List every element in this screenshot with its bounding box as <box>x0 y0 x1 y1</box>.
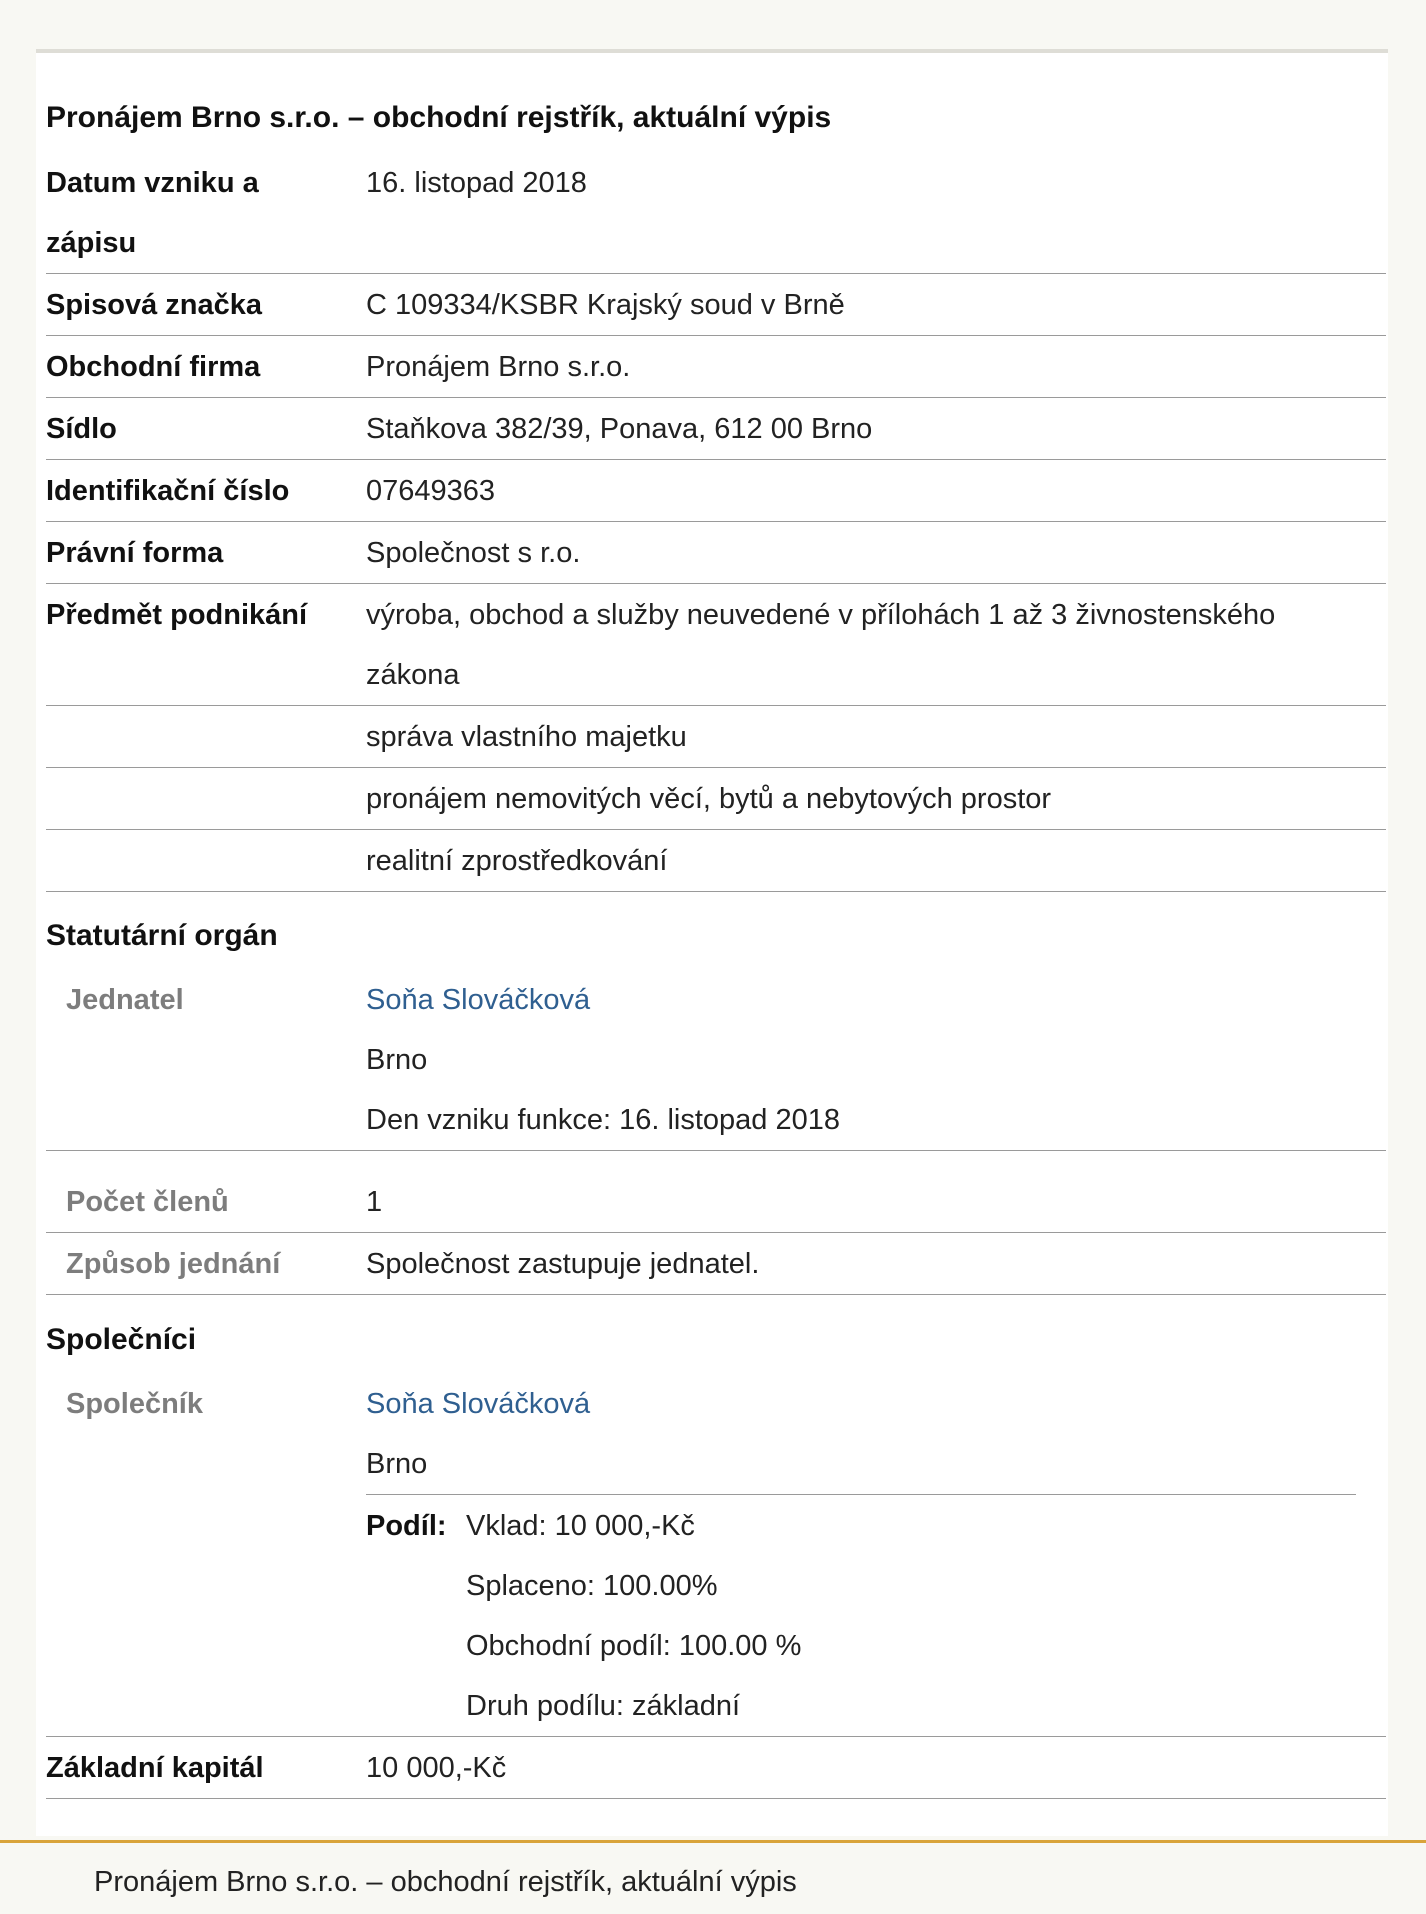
podil-divider <box>366 1494 1356 1495</box>
row-spisova-znacka <box>46 275 1386 336</box>
row-label: Právní forma <box>46 537 224 569</box>
spolecnik-name-link[interactable]: Soňa Slováčková <box>366 1388 591 1420</box>
row-label: zápisu <box>46 227 137 259</box>
row-value: Pronájem Brno s.r.o. <box>366 351 631 383</box>
predmet-item: realitní zprostředkování <box>366 845 668 877</box>
row-zakladni-kapital <box>46 1738 1386 1799</box>
row-identifikacni-cislo <box>46 461 1386 522</box>
row-spolecnik <box>46 1374 1386 1737</box>
section-heading-statutarni-organ: Statutární orgán <box>46 919 278 952</box>
row-pravni-forma <box>46 523 1386 584</box>
row-label: Obchodní firma <box>46 351 261 383</box>
jednatel-name-link[interactable]: Soňa Slováčková <box>366 984 591 1016</box>
predmet-item-continued: zákona <box>366 659 460 691</box>
row-label: Předmět podnikání <box>46 599 308 631</box>
row-value: 1 <box>366 1186 383 1218</box>
row-label: Základní kapitál <box>46 1752 264 1784</box>
row-datum-vzniku <box>46 153 1386 274</box>
row-label: Počet členů <box>66 1186 229 1218</box>
spolecnik-city: Brno <box>366 1448 428 1480</box>
row-label: Datum vzniku a <box>46 167 259 199</box>
podil-obchodni: Obchodní podíl: 100.00 % <box>466 1630 802 1662</box>
footer-caption: Pronájem Brno s.r.o. – obchodní rejstřík, aktuální výpis <box>94 1866 797 1898</box>
jednatel-since: Den vzniku funkce: 16. listopad 2018 <box>366 1104 840 1136</box>
podil-label: Podíl: <box>366 1510 447 1542</box>
predmet-item: správa vlastního majetku <box>366 721 687 753</box>
row-value: Staňkova 382/39, Ponava, 612 00 Brno <box>366 413 873 445</box>
row-value: Společnost s r.o. <box>366 537 581 569</box>
row-sidlo <box>46 399 1386 460</box>
row-value: 07649363 <box>366 475 496 507</box>
row-predmet-item <box>46 831 1386 892</box>
row-predmet-item <box>46 769 1386 830</box>
row-label: Sídlo <box>46 413 117 445</box>
row-obchodni-firma <box>46 337 1386 398</box>
row-label: Jednatel <box>66 984 184 1016</box>
podil-druh: Druh podílu: základní <box>466 1690 741 1722</box>
row-label: Spisová značka <box>46 289 262 321</box>
row-zpusob-jednani <box>46 1234 1386 1295</box>
footer-divider <box>0 1840 1426 1843</box>
row-label: Společník <box>66 1388 203 1420</box>
section-heading-spolecnici: Společníci <box>46 1323 197 1356</box>
row-value: 10 000,-Kč <box>366 1752 507 1784</box>
predmet-item: výroba, obchod a služby neuvedené v přílohách 1 až 3 živnostenského <box>366 599 1276 631</box>
row-jednatel <box>46 970 1386 1151</box>
predmet-item: pronájem nemovitých věcí, bytů a nebytových prostor <box>366 783 1052 815</box>
row-value: 16. listopad 2018 <box>366 167 587 199</box>
podil-vklad: Vklad: 10 000,-Kč <box>466 1510 695 1542</box>
row-predmet-item <box>46 707 1386 768</box>
row-value: C 109334/KSBR Krajský soud v Brně <box>366 289 845 321</box>
row-pocet-clenu <box>46 1172 1386 1233</box>
podil-splaceno: Splaceno: 100.00% <box>466 1570 718 1602</box>
row-label: Identifikační číslo <box>46 475 290 507</box>
jednatel-city: Brno <box>366 1044 428 1076</box>
row-label: Způsob jednání <box>66 1248 281 1280</box>
page-title: Pronájem Brno s.r.o. – obchodní rejstřík, aktuální výpis <box>46 101 832 134</box>
row-predmet-podnikani <box>46 585 1386 706</box>
row-value: Společnost zastupuje jednatel. <box>366 1248 760 1280</box>
